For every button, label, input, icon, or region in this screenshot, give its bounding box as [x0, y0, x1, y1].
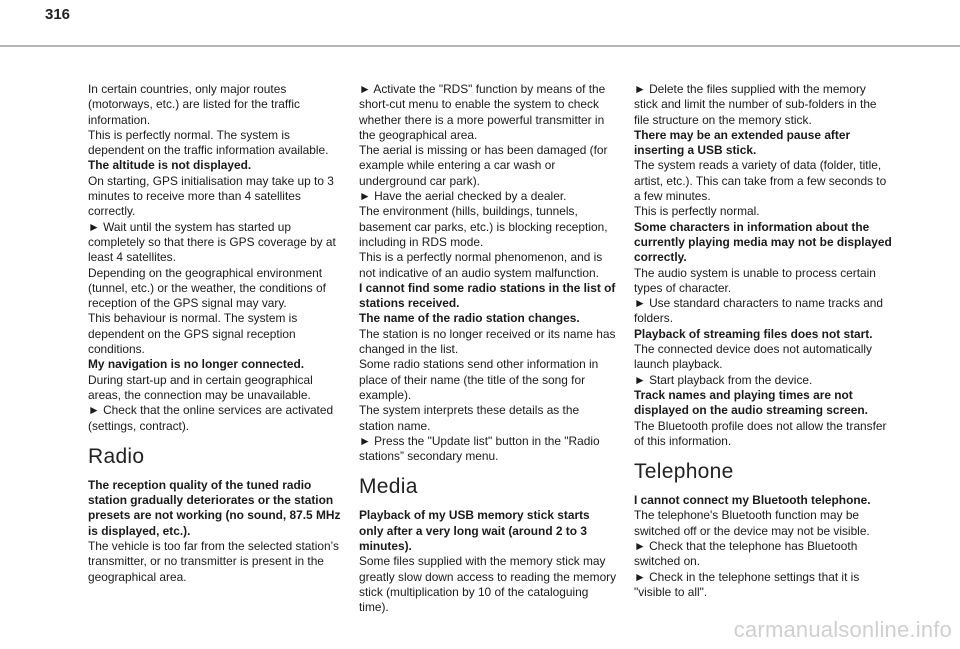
topic-question: The altitude is not displayed.: [88, 158, 252, 173]
body-paragraph: ► Activate the "RDS" function by means of the short-cut menu to enable the system to check whether there is a more powerful transmitter in the geographical area.: [359, 82, 606, 142]
topic-question: Playback of my USB memory stick starts only after a very long wait (around 2 to 3 minutes).: [359, 508, 590, 554]
body-paragraph: ► Use standard characters to name tracks and folders.: [634, 296, 884, 326]
watermark: carmanualsonline.info: [733, 617, 952, 642]
topic-question: Some characters in information about the currently playing media may not be displayed correctly.: [634, 219, 892, 265]
body-paragraph: Some radio stations send other information in place of their name (the title of the song for example).: [359, 357, 599, 402]
body-paragraph: The aerial is missing or has been damaged (for example while entering a car wash or underground car park).: [359, 143, 608, 188]
body-paragraph: This is perfectly normal.: [634, 204, 760, 219]
section-heading: Telephone: [634, 460, 734, 484]
section-heading: Radio: [88, 444, 145, 468]
body-paragraph: The vehicle is too far from the selected station’s transmitter, or no transmitter is present in the geographical area.: [88, 539, 339, 584]
body-paragraph: ► Check in the telephone settings that it is "visible to all".: [634, 569, 860, 599]
body-paragraph: The connected device does not automatically launch playback.: [634, 342, 872, 372]
topic-question: Playback of streaming files does not start.: [634, 326, 873, 341]
body-paragraph: The station is no longer received or its name has changed in the list.: [359, 326, 616, 357]
topic-question: I cannot find some radio stations in the list of stations received.: [359, 280, 616, 311]
text-column-3: [634, 82, 892, 600]
body-paragraph: The Bluetooth profile does not allow the transfer of this information.: [634, 418, 887, 448]
body-paragraph: ► Press the "Update list" button in the "Radio stations” secondary menu.: [359, 433, 600, 464]
body-paragraph: Depending on the geographical environment (tunnel, etc.) or the weather, the conditions of reception of the GPS signal may vary.: [88, 265, 326, 311]
text-column-1: [88, 82, 346, 585]
section-heading: Media: [359, 475, 418, 499]
body-paragraph: During start-up and in certain geographical areas, the connection may be unavailable.: [88, 372, 313, 402]
topic-question: My navigation is no longer connected.: [88, 357, 305, 372]
topic-question: The name of the radio station changes.: [359, 311, 580, 326]
body-paragraph: ► Have the aerial checked by a dealer.: [359, 189, 567, 204]
topic-question: The reception quality of the tuned radio station gradually deteriorates or the station presets are not working (no sound, 87.5 MHz is displayed, etc.).: [88, 477, 341, 538]
body-paragraph: ► Start playback from the device.: [634, 372, 813, 387]
header-divider: [0, 45, 960, 47]
body-paragraph: The environment (hills, buildings, tunnels, basement car parks, etc.) is blocking reception, including in RDS mode.: [359, 204, 608, 249]
body-paragraph: The system interprets these details as the station name.: [359, 403, 580, 433]
body-paragraph: Some files supplied with the memory stick may greatly slow down access to reading the memory stick (multiplication by 10 of the cataloguing time).: [359, 554, 617, 615]
body-paragraph: On starting, GPS initialisation may take up to 3 minutes to receive more than 4 satellites correctly.: [88, 173, 334, 219]
body-paragraph: This behaviour is normal. The system is dependent on the GPS signal reception conditions.: [88, 311, 298, 357]
body-paragraph: ► Wait until the system has started up completely so that there is GPS coverage by at least 4 satellites.: [88, 219, 336, 265]
body-paragraph: This is a perfectly normal phenomenon, and is not indicative of an audio system malfunction.: [359, 250, 603, 280]
text-column-2: [359, 82, 617, 616]
body-paragraph: ► Delete the files supplied with the memory stick and limit the number of sub-folders in the file structure on the memory stick.: [634, 82, 877, 127]
body-paragraph: In certain countries, only major routes (motorways, etc.) are listed for the traffic information.: [88, 82, 300, 127]
topic-question: There may be an extended pause after inserting a USB stick.: [634, 127, 851, 158]
body-paragraph: ► Check that the telephone has Bluetooth switched on.: [634, 539, 858, 569]
body-paragraph: ► Check that the online services are activated (settings, contract).: [88, 403, 334, 433]
body-paragraph: The telephone's Bluetooth function may be switched off or the device may not be visible.: [634, 508, 870, 538]
topic-question: I cannot connect my Bluetooth telephone.: [634, 493, 871, 508]
body-paragraph: The audio system is unable to process certain types of character.: [634, 265, 876, 295]
body-paragraph: This is perfectly normal. The system is dependent on the traffic information available.: [88, 127, 329, 158]
topic-question: Track names and playing times are not displayed on the audio streaming screen.: [634, 387, 868, 418]
body-paragraph: The system reads a variety of data (folder, title, artist, etc.). This can take from a few seconds to a few minutes.: [634, 158, 887, 204]
page-number: 316: [45, 6, 71, 23]
